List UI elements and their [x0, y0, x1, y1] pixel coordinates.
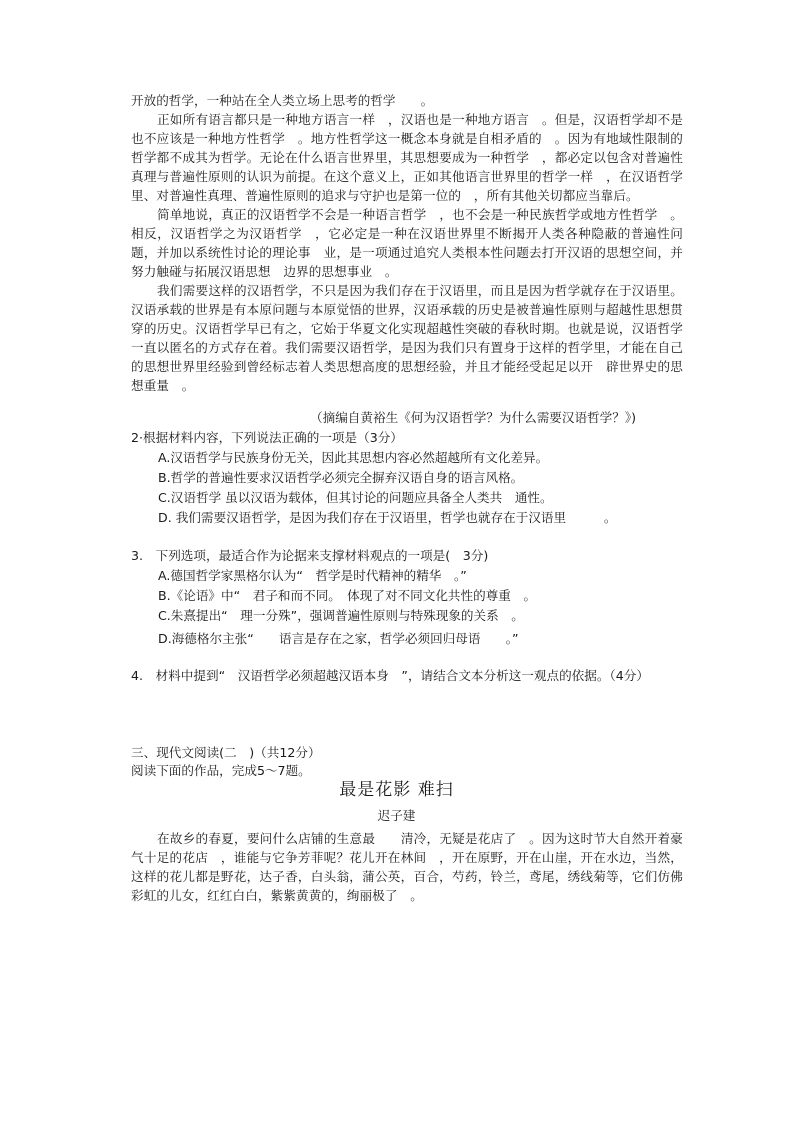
question-2-stem: 2·根据材料内容，下列说法正确的一项是（3分） [131, 429, 403, 445]
question-2-option-d: D. 我们需要汉语哲学，是因为我们存在于汉语里，哲学也就存在于汉语里 。 [158, 509, 617, 525]
passage-paragraph-3: 我们需要这样的汉语哲学，不只是因为我们存在于汉语里，而且是因为哲学就存在于汉语里。汉语承载的世界是有本原问题与本原觉悟的世界，汉语承载的历史是被普遍性原则与超越性思想贯穿的历史。汉语哲学早已有之，它始于华夏文化实现超越性突破的春秋时期。也就是说，汉语哲学一直以匿名的方式存在着。我们需要汉语哲学，是因为我们只有置身于这样的哲学里，才能在自己的思想世界里经验到曾经标志着人类思想高度的思想经验，并且才能经受起足以开 辟世界史的思想重量 。 [131, 283, 683, 393]
question-3-option-b: B.《论语》中“ 君子和而不同。 体现了对不同文化共性的尊重 。 [158, 587, 537, 603]
passage-paragraph-2: 简单地说，真正的汉语哲学不会是一种语言哲学 ，也不会是一种民族哲学或地方性哲学 。相反，汉语哲学之为汉语哲学 ，它必定是一种在汉语世界里不断揭开人类各种隐蔽的普遍性问题，并加以系统性讨论的理论事 业，是一项通过追究人类根本性问题去打开汉语的思想空间，并努力触碰与拓展汉语思想 边界的思想事业 。 [131, 207, 683, 279]
question-2-option-b: B.哲学的普遍性要求汉语哲学必须完全摒弃汉语自身的语言风格。 [158, 469, 524, 485]
passage-line-opening: 开放的哲学，一种站在全人类立场上思考的哲学 。 [131, 93, 434, 108]
question-4-stem: 4. 材料中提到“ 汉语哲学必须超越汉语本身 ”，请结合文本分析这一观点的依据。（4分） [131, 667, 649, 683]
question-2-option-a: A.汉语哲学与民族身份无关，因此其思想内容必然超越所有文化差异。 [158, 449, 549, 465]
section-3-heading: 三、现代文阅读(二 )（共12分） [131, 744, 321, 760]
article-author: 迟子建 [377, 808, 416, 823]
question-3-option-c: C.朱熹提出“ 理一分殊”，强调普遍性原则与特殊现象的关系 。 [158, 607, 524, 623]
article-paragraph-1: 在故乡的春夏，要问什么店铺的生意最 清冷，无疑是花店了 。因为这时节大自然开着豪气十足的花店 ，谁能与它争芳菲呢？花儿开在林间 ，开在原野，开在山崖，开在水边，当然，这样的花儿都是野花，达子香，白头翁，蒲公英，百合，芍药，铃兰，鸢尾，绣线菊等，它们仿佛彩虹的儿女，红红白白，紫紫黄黄的，绚丽极了 。 [131, 831, 683, 903]
article-title: 最是花影 难扫 [339, 780, 454, 800]
question-3-stem: 3. 下列选项，最适合作为论据来支撑材料观点的一项是( 3分) [131, 547, 489, 563]
passage-source-citation: （摘编自黄裕生《何为汉语哲学？为什么需要汉语哲学？》) [310, 409, 637, 425]
question-3-option-a: A.德国哲学家黑格尔认为“ 哲学是时代精神的精华 。” [158, 567, 467, 583]
passage-paragraph-1: 正如所有语言都只是一种地方语言一样 ，汉语也是一种地方语言 。但是，汉语哲学却不是也不应该是一种地方性哲学 。地方性哲学这一概念本身就是自相矛盾的 。因为有地域性限制的哲学都不成其为哲学。无论在什么语言世界里，其思想要成为一种哲学 ，都必定以包含对普遍性真理与普遍性原则的认识为前提。在这个意义上，正如其他语言世界里的哲学一样 ，在汉语哲学里、对普遍性真理、普遍性原则的追求与守护也是第一位的 ，所有其他关切都应当靠后。 [131, 112, 683, 203]
question-2-option-c: C.汉语哲学 虽以汉语为载体，但其讨论的问题应具备全人类共 通性。 [158, 489, 553, 505]
section-3-instruction: 阅读下面的作品，完成5～7题。 [131, 762, 311, 778]
question-3-option-d: D.海德格尔主张“ 语言是存在之家，哲学必须回归母语 。” [158, 630, 519, 646]
